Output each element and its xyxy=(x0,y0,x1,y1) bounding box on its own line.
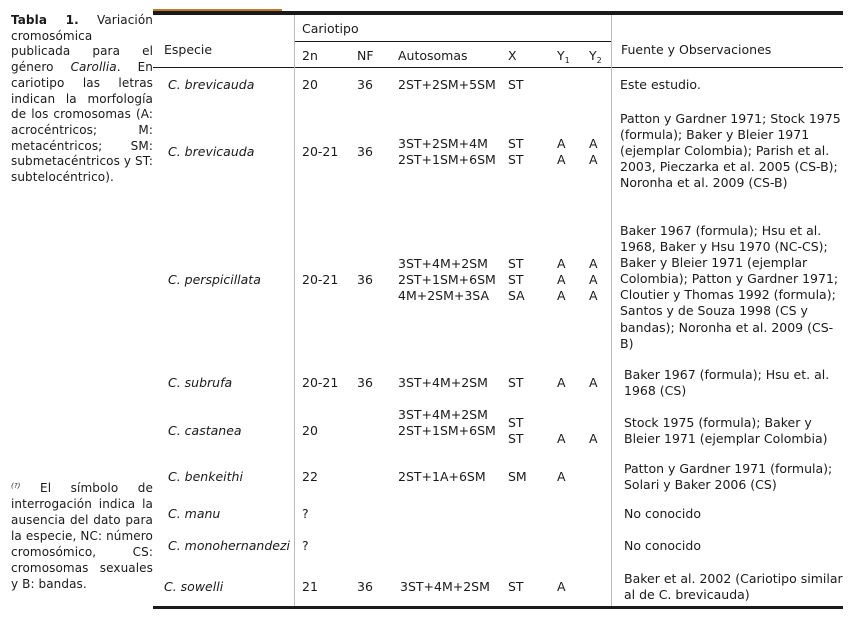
header-rule xyxy=(153,67,843,68)
footnote-text: El símbolo de interrogación indica la ausencia del dato para la especie, NC: número cromosómico, CS: cromosomas sexuales y B: bandas. xyxy=(11,481,153,591)
row-nf: 36 xyxy=(357,272,373,287)
row-autosomes: 3ST+4M+2SM xyxy=(400,579,490,594)
row-2n: 20-21 xyxy=(302,272,339,287)
row-y1: A A A xyxy=(557,256,566,303)
row-autosomes: 3ST+4M+2SM 2ST+1SM+6SM 4M+2SM+3SA xyxy=(398,256,496,303)
header-karyotype: Cariotipo xyxy=(302,21,359,36)
row-2n: 20 xyxy=(302,77,318,92)
header-y1-subscript: 1 xyxy=(564,56,570,65)
row-source: Patton y Gardner 1971 (formula); Solari y Baker 2006 (CS) xyxy=(624,461,833,493)
row-y2: A A xyxy=(589,136,598,167)
row-species: C. castanea xyxy=(168,423,242,438)
karyotype-rule xyxy=(295,41,611,42)
row-x: ST ST xyxy=(508,415,524,446)
table-footnote xyxy=(11,478,153,592)
top-rule xyxy=(153,11,843,15)
row-x: ST xyxy=(508,579,524,594)
header-y1 xyxy=(557,48,570,69)
row-y1: A A xyxy=(557,136,566,167)
row-2n: ? xyxy=(302,506,309,521)
header-source: Fuente y Observaciones xyxy=(621,42,772,57)
row-nf: 36 xyxy=(357,77,373,92)
caption-genus: Carollia xyxy=(70,60,117,75)
row-species: C. sowelli xyxy=(164,579,224,594)
header-species: Especie xyxy=(164,42,213,57)
header-y1-letter: Y xyxy=(557,48,565,63)
row-2n: 20-21 xyxy=(302,144,339,159)
table-caption xyxy=(11,13,153,186)
row-source: Este estudio. xyxy=(620,77,701,92)
row-source: Baker 1967 (formula); Hsu et. al. 1968 (CS) xyxy=(624,367,830,399)
caption-text-after: . En cariotipo las letras indican la morfología de los cromosomas (A: acrocéntricos; M: metacéntricos; SM: submetacéntricos y ST: subtelocéntrico). xyxy=(11,60,154,185)
row-autosomes: 3ST+2SM+4M 2ST+1SM+6SM xyxy=(398,136,496,167)
row-y2: A xyxy=(589,375,598,390)
row-species: C. benkeithi xyxy=(168,469,243,484)
header-nf: NF xyxy=(357,48,374,63)
header-y2-letter: Y xyxy=(589,48,597,63)
row-source: No conocido xyxy=(624,538,701,553)
row-autosomes: 2ST+2SM+5SM xyxy=(398,77,496,92)
row-2n: 20 xyxy=(302,423,318,438)
row-species: C. monohernandezi xyxy=(168,538,290,553)
row-source: Baker 1967 (formula); Hsu et al. 1968, Baker y Hsu 1970 (NC-CS); Baker y Bleier 1971 (ejemplar Colombia); Patton y Gardner 1971; Cloutier y Thomas 1992 (formula); Santos y de Souza 1998 (CS y bandas); Noronha et al. 2009 (CS-B) xyxy=(620,223,839,351)
row-source: Patton y Gardner 1971; Stock 1975 (formula); Baker y Bleier 1971 (ejemplar Colombia); Parish et al. 2003, Pieczarka et al. 2005 (CS-B); Noronha et al. 2009 (CS-B) xyxy=(620,111,841,191)
row-species: C. manu xyxy=(168,506,221,521)
row-2n: 22 xyxy=(302,469,318,484)
row-2n: 20-21 xyxy=(302,375,339,390)
row-2n: 21 xyxy=(302,579,318,594)
caption-text-before: Variación cromosómica publicada para el género xyxy=(11,13,153,75)
row-autosomes: 3ST+4M+2SM 2ST+1SM+6SM xyxy=(398,407,496,438)
row-2n: ? xyxy=(302,538,309,553)
header-autosomes: Autosomas xyxy=(398,48,468,63)
row-x: ST ST SA xyxy=(508,256,525,303)
row-nf: 36 xyxy=(357,579,373,594)
row-y1: A xyxy=(557,375,566,390)
caption-label: Tabla 1. xyxy=(11,13,79,27)
row-autosomes: 2ST+1A+6SM xyxy=(398,469,486,484)
row-species: C. brevicauda xyxy=(168,144,255,159)
row-y2: A xyxy=(589,431,598,446)
row-species: C. perspicillata xyxy=(168,272,261,287)
row-species: C. subrufa xyxy=(168,375,233,390)
row-source: No conocido xyxy=(624,506,701,521)
row-y1: A xyxy=(557,579,566,594)
column-separator-right xyxy=(611,15,612,606)
header-2n: 2n xyxy=(302,48,318,63)
row-y1: A xyxy=(557,431,566,446)
row-x: ST ST xyxy=(508,136,524,167)
bottom-rule xyxy=(153,606,843,609)
footnote-symbol: (?) xyxy=(11,482,21,490)
row-x: ST xyxy=(508,375,524,390)
column-separator-left xyxy=(294,15,295,606)
header-y2-subscript: 2 xyxy=(596,56,602,65)
header-y2 xyxy=(589,48,602,69)
row-y2: A A A xyxy=(589,256,598,303)
row-autosomes: 3ST+4M+2SM xyxy=(398,375,488,390)
row-x: SM xyxy=(508,469,527,484)
row-species: C. brevicauda xyxy=(168,77,255,92)
header-x: X xyxy=(508,48,517,63)
row-y1: A xyxy=(557,469,566,484)
row-nf: 36 xyxy=(357,144,373,159)
row-source: Stock 1975 (formula); Baker y Bleier 1971 (ejemplar Colombia) xyxy=(624,415,828,447)
row-source: Baker et al. 2002 (Cariotipo similar al de C. brevicauda) xyxy=(624,571,843,603)
row-nf: 36 xyxy=(357,375,373,390)
row-x: ST xyxy=(508,77,524,92)
